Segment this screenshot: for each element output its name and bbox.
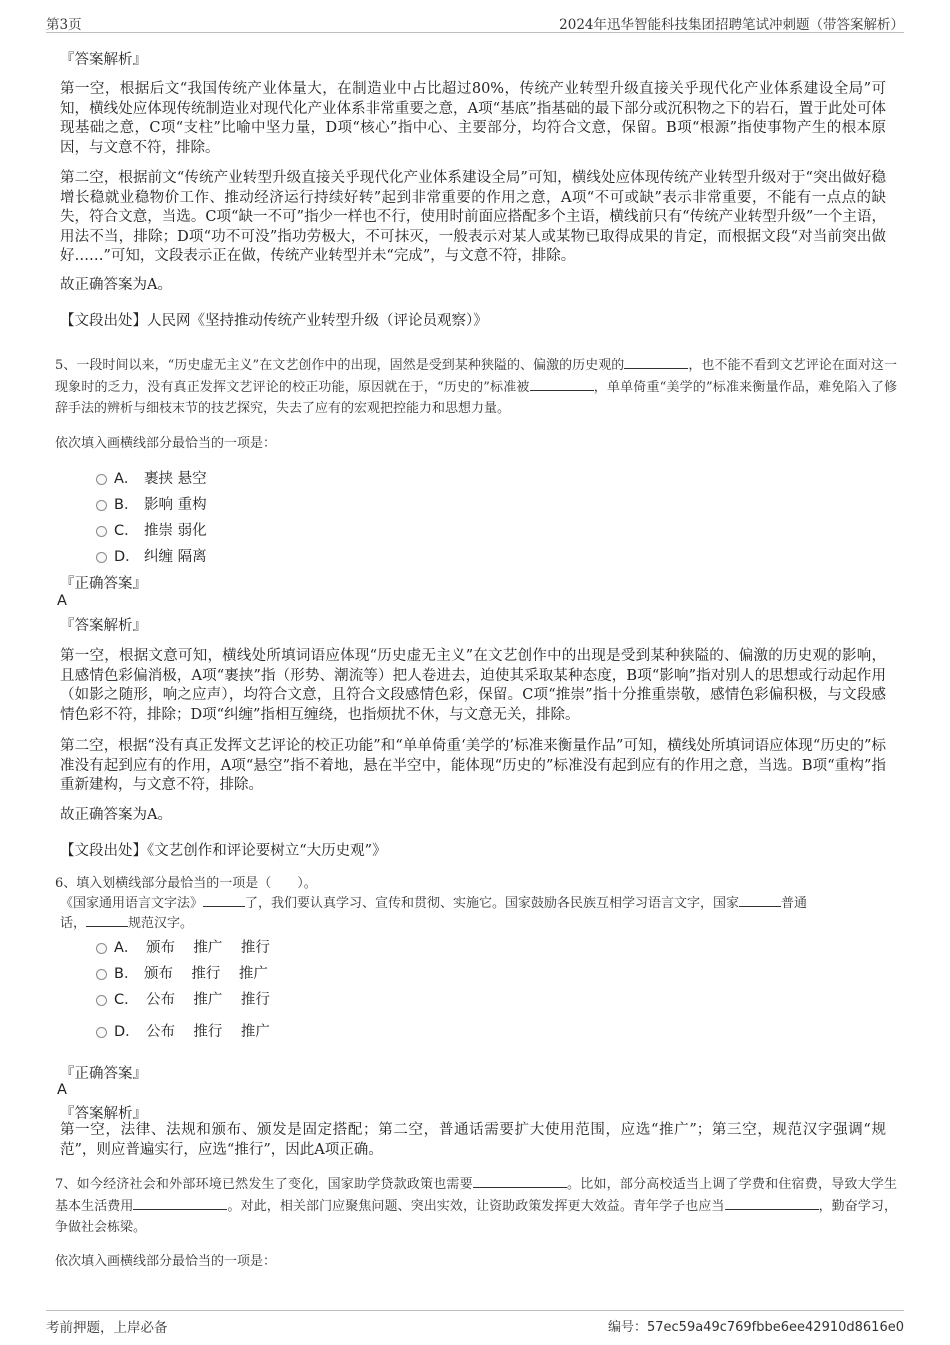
q6-question: 6、填入划横线部分最恰当的一项是（ ）。: [55, 876, 317, 891]
q4-analysis-p1: 第一空，根据后文“我国传统产业体量大，在制造业中占比超过80%，传统产业转型升级直接关乎现代化产业体系建设全局”可知，横线处应体现传统制造业对现代化产业体系非常重要之意，A项“基底”指基础的最下部分或沉积物之下的岩石，置于此处可体现基础之意，C项“支柱”比喻中坚力量，D项“核心”指中心、主要部分，均符合文意，保留。B项“根源”指使事物产生的根本原因，与文意不符，排除。: [60, 81, 886, 156]
q5-blank-1: [624, 356, 688, 369]
q4-conclusion: 故正确答案为A。: [60, 277, 172, 293]
q5-analysis-p1: 第一空，根据文意可知，横线处所填词语应体现“历史虚无主义”在文艺创作中的出现是受到某种狭隘的、偏激的历史观的影响，且感情色彩偏消极，A项“裹挟”指（形势、潮流等）把人卷进去，迫使其采取某种态度，B项“影响”指对别人的思想或行动起作用（如影之随形，响之应声），均符合文意，且符合文段感情色彩，保留。C项“推崇”指十分推重崇敬，感情色彩偏积极，与文段感情色彩不符，排除；D项“纠缠”指相互缠绕，也指烦扰不休，与文意无关，排除。: [60, 648, 886, 723]
radio-icon[interactable]: [96, 969, 107, 980]
q6-blank-2: [739, 894, 781, 907]
q7-prompt: 依次填入画横线部分最恰当的一项是：: [55, 1254, 277, 1269]
q5-analysis-p2: 第二空，根据“没有真正发挥文艺评论的校正功能”和“单单倚重‘美学的’标准来衡量作品”可知，横线处所填词语应体现“历史的”标准没有起到应有的作用，A项“悬空”指不着地，悬在半空中，能体现“历史的”标准没有起到应有的作用之意，当选。B项“重构”指重新建构，与文意不符，排除。: [60, 738, 886, 793]
q7-blank-1: [473, 1175, 567, 1188]
page-number: 第3页: [46, 17, 82, 33]
q5-answer-label: 『正确答案』: [60, 576, 147, 592]
q5-prompt: 依次填入画横线部分最恰当的一项是：: [55, 436, 277, 451]
radio-icon[interactable]: [96, 1027, 107, 1038]
q5-analysis-label: 『答案解析』: [60, 618, 147, 634]
q7-blank-2: [133, 1197, 227, 1210]
q6-answer-label: 『正确答案』: [60, 1066, 147, 1082]
q5-source: 【文段出处】《文艺创作和评论要树立“大历史观”》: [60, 843, 387, 859]
footer-slogan: 考前押题，上岸必备: [46, 1320, 168, 1336]
radio-icon[interactable]: [96, 943, 107, 954]
q6-analysis: 第一空，法律、法规和颁布、颁发是固定搭配；第二空，普通话需要扩大使用范围，应选“推广”；第三空，规范汉字强调“规范”，则应普遍实行，应选“推行”，因此A项正确。: [60, 1122, 886, 1158]
q4-analysis-label: 『答案解析』: [60, 52, 147, 68]
document-title: 2024年迅华智能科技集团招聘笔试冲刺题（带答案解析）: [559, 17, 904, 33]
q5-answer: A: [57, 593, 67, 609]
radio-icon[interactable]: [96, 500, 107, 511]
q6-answer: A: [57, 1082, 67, 1098]
q5-blank-2: [530, 378, 594, 391]
q6-passage: 《国家通用语言文字法》 了，我们要认真学习、宣传和贯彻、实施它。国家鼓励各民族互相学习语言文字，国家 普通 话， 规范汉字。: [60, 896, 808, 931]
q4-source: 【文段出处】人民网《坚持推动传统产业转型升级（评论员观察）》: [60, 313, 488, 329]
q6-blank-1: [203, 894, 245, 907]
radio-icon[interactable]: [96, 552, 107, 563]
page-footer: [46, 1310, 904, 1337]
page-header: [46, 10, 904, 33]
q6-analysis-label: 『答案解析』: [60, 1106, 147, 1122]
footer-code: 编号：57ec59a49c769fbbe6ee42910d8616e0: [607, 1320, 904, 1335]
q5-question: 5、一段时间以来，“历史虚无主义”在文艺创作中的出现，固然是受到某种狭隘的、偏激的历史观的 ，也不能不看到文艺评论在面对这一现象时的乏力，没有真正发挥文艺评论的校正功能，原因就在于，“历史的”标准被 ，单单倚重“美学的”标准来衡量作品，难免陷入了修辞手法的辨析与细枝末节的技艺探究，失去了应有的宏观把控能力和思想力量。: [55, 358, 897, 416]
q6-blank-3: [86, 914, 128, 927]
radio-icon[interactable]: [96, 526, 107, 537]
q5-conclusion: 故正确答案为A。: [60, 807, 172, 823]
q7-blank-3: [725, 1197, 819, 1210]
radio-icon[interactable]: [96, 995, 107, 1006]
q4-analysis-p2: 第二空，根据前文“传统产业转型升级直接关乎现代化产业体系建设全局”可知，横线处应体现传统产业转型升级对于“突出做好稳增长稳就业稳物价工作、推动经济运行持续好转”起到非常重要的作用之意，A项“不可或缺”表示非常重要，不能有一点点的缺失，符合文意，当选。C项“缺一不可”指少一样也不行，使用时前面应搭配多个主语，横线前只有“传统产业转型升级”一个主语，用法不当，排除；D项“功不可没”指功劳极大，不可抹灭，一般表示对某人或某物已取得成果的肯定，而根据文段“对当前突出做好……”可知，文段表示正在做，传统产业转型并未“完成”，与文意不符，排除。: [60, 170, 886, 264]
q7-question: 7、如今经济社会和外部环境已然发生了变化，国家助学贷款政策也需要 。比如，部分高校适当上调了学费和住宿费，导致大学生基本生活费用 。对此，相关部门应聚焦问题、突出实效，让资助政策发挥更大效益。青年学子也应当 ，勤奋学习，争做社会栋梁。: [55, 1177, 897, 1235]
radio-icon[interactable]: [96, 474, 107, 485]
